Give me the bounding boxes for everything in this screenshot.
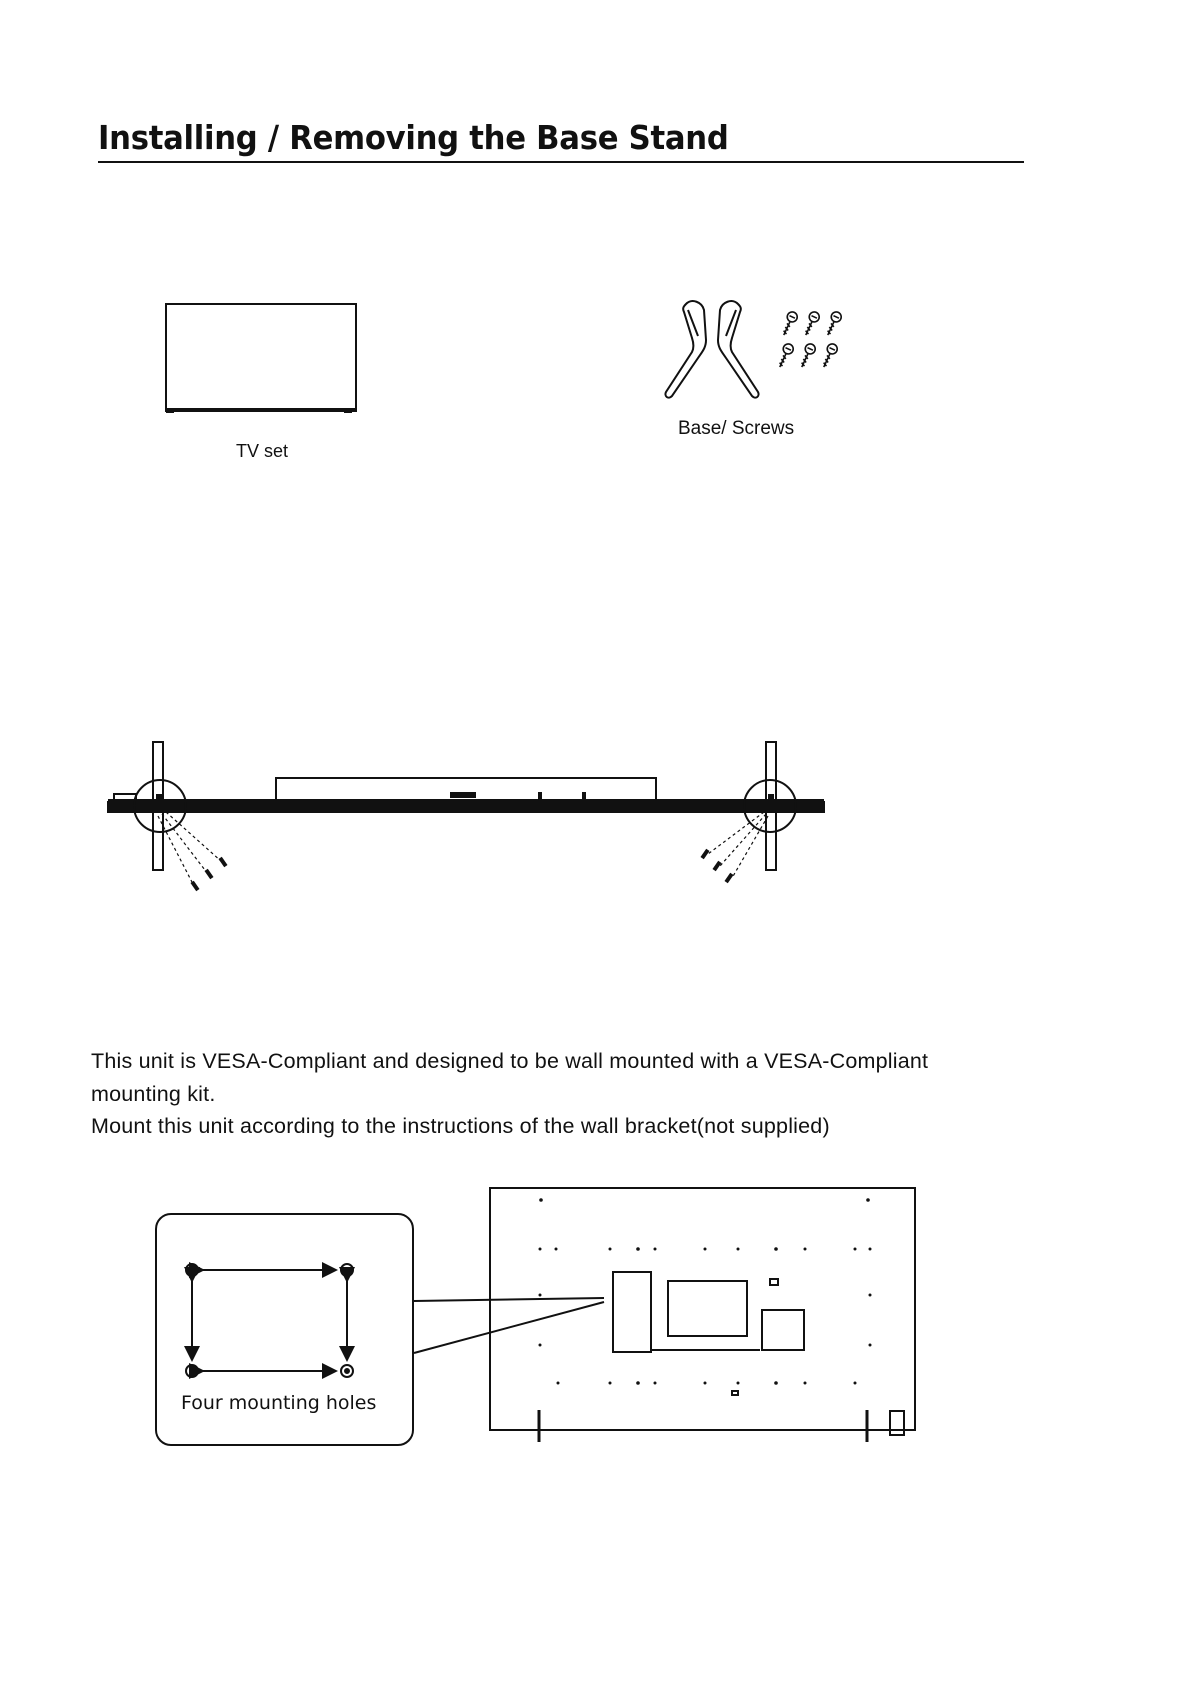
screw-icon: [218, 857, 227, 867]
tv-set-label: TV set: [236, 441, 289, 461]
mounting-hole-icon: [341, 1365, 353, 1377]
title-underline: [98, 161, 1024, 163]
tv-set-frame: [166, 304, 356, 411]
screw-icon: [724, 873, 733, 883]
rear-screw-holes: [539, 1198, 872, 1385]
screw-icon: [779, 310, 799, 337]
base-screws-illustration: [662, 296, 852, 406]
screw-icon: [823, 310, 843, 337]
base-screws-label: Base/ Screws: [678, 418, 795, 439]
tv-rear-panel: [490, 1188, 915, 1430]
callout-connector-top: [414, 1298, 604, 1301]
screw-icon: [797, 342, 817, 369]
rear-board-small: [762, 1310, 804, 1350]
screws-group: [775, 310, 843, 369]
mounting-hole-icon: [186, 1365, 198, 1377]
mounting-hole-icon: [186, 1264, 198, 1276]
vesa-bracket-area: [613, 1272, 651, 1352]
screw-icon: [775, 342, 795, 369]
base-stand-leg-right: [718, 301, 759, 398]
rear-port-tiny: [732, 1391, 738, 1395]
vesa-text-line-1: This unit is VESA-Compliant and designed to be wall mounted with a VESA-Compliant: [91, 1049, 929, 1073]
vesa-text-line-3: Mount this unit according to the instructions of the wall bracket(not supplied): [91, 1114, 830, 1138]
screw-icon: [204, 869, 213, 879]
rear-connector-right: [890, 1411, 904, 1435]
tv-set-foot-right: [344, 409, 352, 413]
screw-icon: [712, 861, 721, 871]
screw-icon: [700, 849, 709, 859]
rear-board-large: [668, 1281, 747, 1336]
stand-installation-diagram: [100, 736, 840, 896]
four-mounting-holes-label: Four mounting holes: [181, 1392, 377, 1414]
rear-port-small: [770, 1279, 778, 1285]
tv-set-illustration: [162, 300, 362, 418]
page-title: Installing / Removing the Base Stand: [98, 118, 729, 157]
mounting-hole-icon: [341, 1264, 353, 1276]
screw-direction-lines-left: [158, 812, 222, 886]
screw-icon: [819, 342, 839, 369]
vesa-text-line-2: mounting kit.: [91, 1082, 216, 1106]
base-stand-leg-left: [665, 301, 706, 398]
callout-connector-bottom: [414, 1302, 604, 1353]
tv-back-cover: [276, 778, 656, 802]
screw-icon: [801, 310, 821, 337]
tv-set-foot-left: [166, 409, 174, 413]
screw-icon: [190, 881, 199, 891]
